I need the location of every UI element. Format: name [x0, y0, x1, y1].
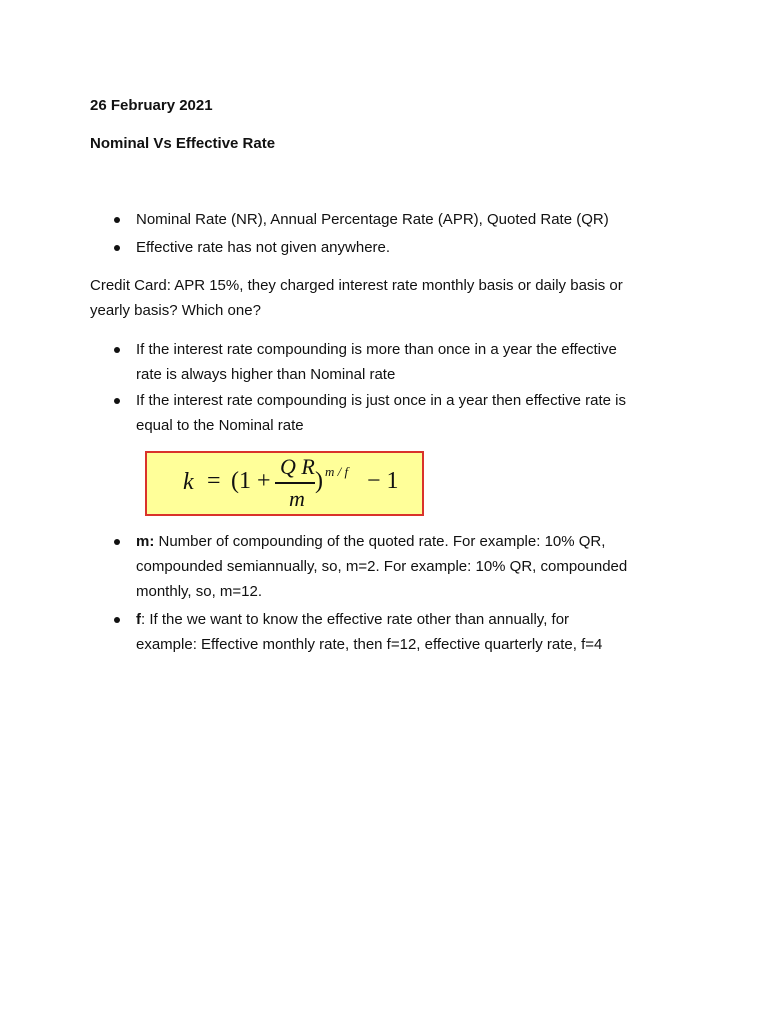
bullet-icon — [114, 617, 120, 623]
bullet-line: equal to the Nominal rate — [136, 417, 304, 434]
list-item — [110, 235, 609, 263]
bullet-line: rate is always higher than Nominal rate — [136, 366, 396, 383]
formula-tail: − 1 — [367, 468, 399, 494]
paragraph-line: Credit Card: APR 15%, they charged interest rate monthly basis or daily basis or — [90, 277, 623, 294]
definition-term: f — [136, 611, 141, 628]
bullet-line: If the interest rate compounding is just once in a year then effective rate is — [136, 392, 626, 409]
formula-numerator: Q R — [280, 454, 315, 479]
definition-text: : If the we want to know the effective rate other than annually, for — [141, 611, 570, 628]
list-item — [110, 207, 609, 235]
document-title: Nominal Vs Effective Rate — [90, 135, 276, 152]
bullet-icon — [114, 245, 120, 251]
document-date: 26 February 2021 — [90, 97, 213, 114]
formula-exponent: m / f — [325, 464, 349, 479]
credit-card-paragraph — [90, 273, 623, 323]
bullet-line: monthly, so, m=12. — [136, 583, 263, 600]
bullet-line — [136, 529, 627, 554]
definition-text: Number of compounding of the quoted rate. For example: 10% QR, — [154, 533, 606, 550]
formula-box — [145, 451, 424, 516]
bullet-line — [136, 607, 627, 632]
bullet-text: Nominal Rate (NR), Annual Percentage Rate (APR), Quoted Rate (QR) — [136, 211, 609, 228]
bullet-icon — [114, 398, 120, 404]
formula-lhs: k — [183, 469, 194, 495]
bullet-line: example: Effective monthly rate, then f=12, effective quarterly rate, f=4 — [136, 636, 603, 653]
intro-bullet-list — [110, 207, 609, 263]
formula-denominator: m — [289, 486, 305, 511]
bullet-line: If the interest rate compounding is more than once in a year the effective — [136, 341, 617, 358]
formula-open: (1 + — [231, 468, 271, 494]
list-item — [110, 388, 626, 439]
list-item — [110, 607, 627, 659]
paragraph-line: yearly basis? Which one? — [90, 302, 261, 319]
list-item — [110, 529, 627, 607]
bullet-icon — [114, 217, 120, 223]
definitions-bullet-list — [110, 529, 627, 659]
fraction-bar — [275, 482, 315, 484]
list-item — [110, 337, 626, 388]
formula-close: ) — [315, 468, 323, 494]
bullet-line: compounded semiannually, so, m=2. For example: 10% QR, compounded — [136, 558, 628, 575]
bullet-text: Effective rate has not given anywhere. — [136, 239, 391, 256]
bullet-icon — [114, 539, 120, 545]
definition-term: m: — [136, 533, 155, 550]
rules-bullet-list — [110, 337, 626, 439]
formula-equals: = — [207, 468, 221, 494]
bullet-icon — [114, 347, 120, 353]
